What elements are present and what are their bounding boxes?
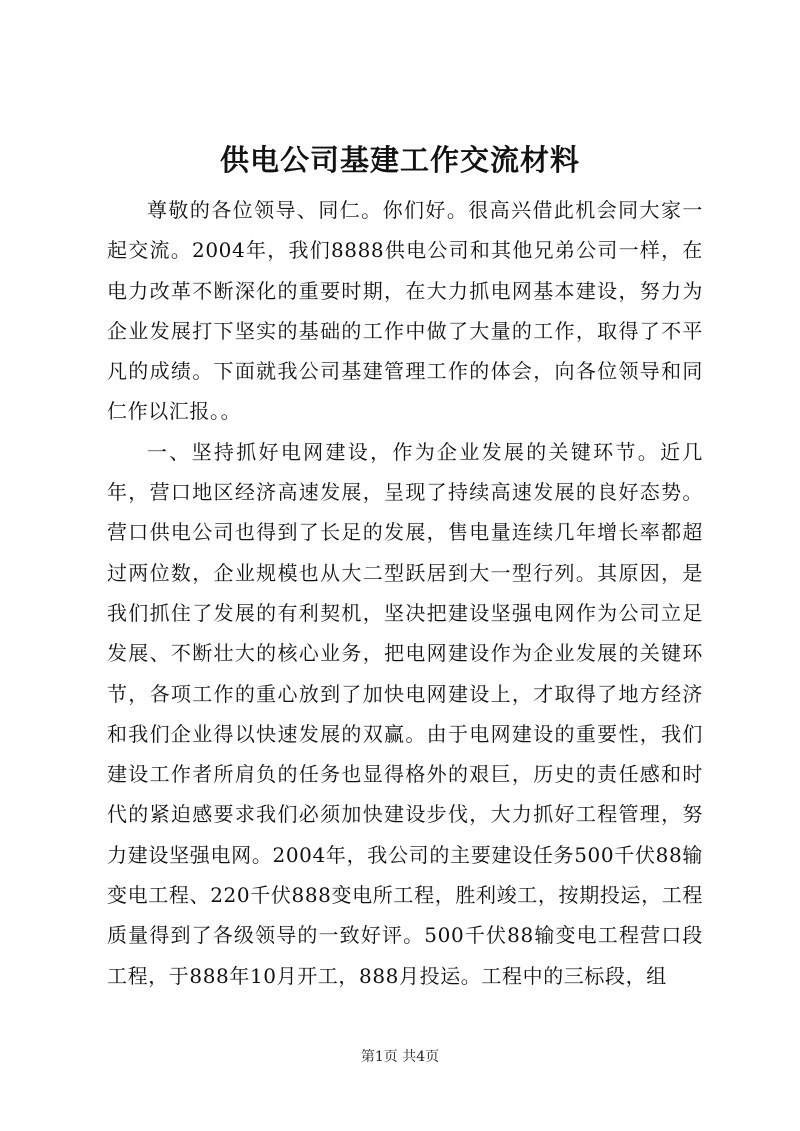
document-body <box>107 190 703 996</box>
page-footer: 第1页 共4页 <box>360 1049 440 1065</box>
paragraph-greeting: 尊敬的各位领导、同仁。你们好。很高兴借此机会同大家一起交流。2004年，我们8888供电公司和其他兄弟公司一样，在电力改革不断深化的重要时期，在大力抓电网基本建设，努力为企业发展打下坚实的基础的工作中做了大量的工作，取得了不平凡的成绩。下面就我公司基建管理工作的体会，向各位领导和同仁作以汇报。。 <box>107 198 703 424</box>
document-title: 供电公司基建工作交流材料 <box>219 143 580 177</box>
paragraph-section-one: 一、坚持抓好电网建设，作为企业发展的关键环节。近几年，营口地区经济高速发展，呈现了持续高速发展的良好态势。营口供电公司也得到了长足的发展，售电量连续几年增长率都超过两位数，企业规模也从大二型跃居到大一型行列。其原因，是我们抓住了发展的有利契机，坚决把建设坚强电网作为公司立足发展、不断壮大的核心业务，把电网建设作为企业发展的关键环节，各项工作的重心放到了加快电网建设上，才取得了地方经济和我们企业得以快速发展的双赢。由于电网建设的重要性，我们建设工作者所肩负的任务也显得格外的艰巨，历史的责任感和时代的紧迫感要求我们必须加快建设步伐，大力抓好工程管理，努力建设坚强电网。2004年，我公司的主要建设任务500千伏88输变电工程、220千伏888变电所工程，胜利竣工，按期投运，工程质量得到了各级领导的一致好评。500千伏88输变电工程营口段工程，于888年10月开工，888月投运。工程中的三标段，组 <box>107 439 703 988</box>
